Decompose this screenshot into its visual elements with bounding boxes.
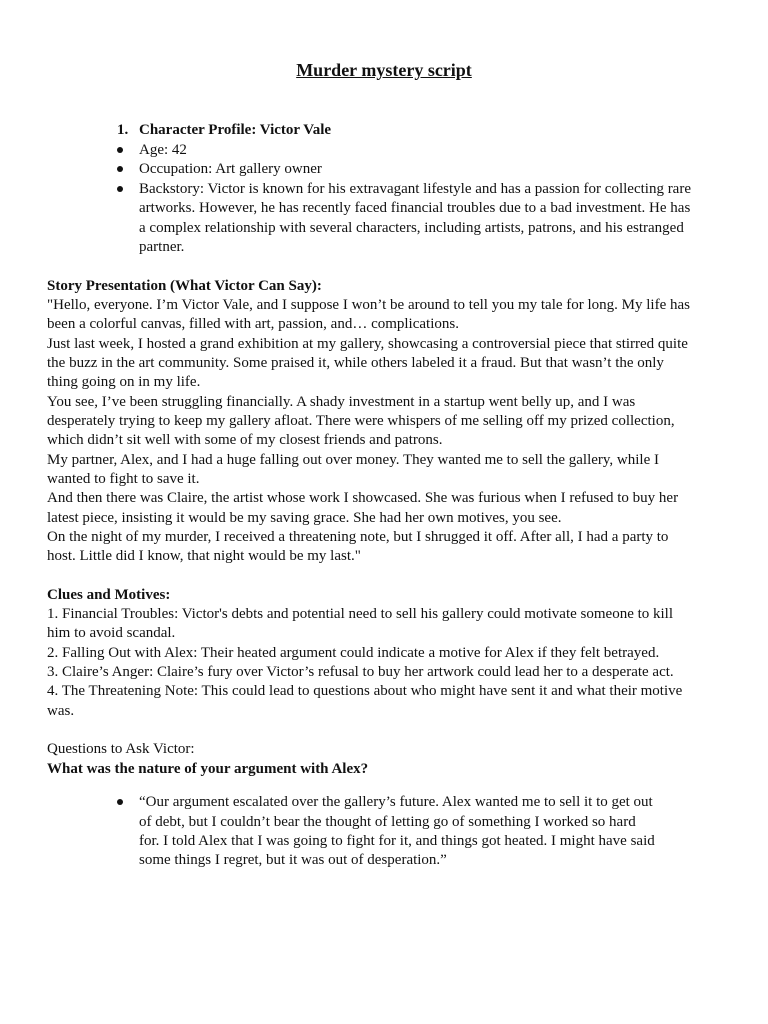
- story-line: host. Little did I know, that night would be my last.": [47, 548, 361, 564]
- profile-age: Age: 42: [139, 142, 187, 158]
- story-line: the buzz in the art community. Some praised it, while others labeled it a fraud. But that wasn’t the only: [47, 355, 664, 371]
- answer-line: some things I regret, but it was out of desperation.”: [139, 852, 447, 868]
- story-line: latest piece, insisting it would be my saving grace. She had her own motives, you see.: [47, 510, 562, 526]
- clue-line: 1. Financial Troubles: Victor's debts and potential need to sell his gallery could motivate someone to kill: [47, 606, 674, 622]
- profile-heading: Character Profile: Victor Vale: [139, 122, 332, 138]
- story-line: You see, I’ve been struggling financially. A shady investment in a startup went belly up, and I was: [47, 394, 636, 410]
- story-line: "Hello, everyone. I’m Victor Vale, and I suppose I won’t be around to tell you my tale for long. My life has: [47, 297, 690, 313]
- clue-line: 3. Claire’s Anger: Claire’s fury over Victor’s refusal to buy her artwork could lead her to a desperate act.: [47, 664, 674, 680]
- profile-backstory-line: a complex relationship with several characters, including artists, patrons, and his estranged: [139, 220, 684, 236]
- story-line: thing going on in my life.: [47, 374, 201, 390]
- story-heading: Story Presentation (What Victor Can Say):: [47, 278, 322, 294]
- answer-line: of debt, but I couldn’t bear the thought of letting go of something I worked so hard: [139, 814, 636, 830]
- story-line: wanted to fight to save it.: [47, 471, 200, 487]
- profile-backstory-line: partner.: [139, 239, 185, 255]
- answer-line: for. I told Alex that I was going to fight for it, and things got heated. I might have said: [139, 833, 655, 849]
- bullet-icon: [117, 186, 123, 192]
- questions-heading: Questions to Ask Victor:: [47, 741, 195, 757]
- bullet-icon: [117, 799, 123, 805]
- page-title: Murder mystery script: [296, 60, 472, 80]
- clue-line: was.: [47, 703, 75, 719]
- story-line: been a colorful canvas, filled with art, passion, and… complications.: [47, 316, 459, 332]
- bullet-icon: [117, 166, 123, 172]
- clue-line: him to avoid scandal.: [47, 625, 176, 641]
- profile-backstory-line: Backstory: Victor is known for his extravagant lifestyle and has a passion for collecting rare: [139, 181, 691, 197]
- story-line: My partner, Alex, and I had a huge falling out over money. They wanted me to sell the gallery, while I: [47, 452, 659, 468]
- story-line: On the night of my murder, I received a threatening note, but I shrugged it off. After all, I had a party to: [47, 529, 669, 545]
- answer-line: “Our argument escalated over the gallery’s future. Alex wanted me to sell it to get out: [139, 794, 653, 810]
- story-line: which didn’t sit well with some of my closest friends and patrons.: [47, 432, 443, 448]
- question-text: What was the nature of your argument with Alex?: [47, 761, 369, 777]
- profile-occupation: Occupation: Art gallery owner: [139, 161, 322, 177]
- list-number: 1.: [117, 122, 129, 138]
- profile-backstory-line: artworks. However, he has recently faced financial troubles due to a bad investment. He has: [139, 200, 691, 216]
- story-line: And then there was Claire, the artist whose work I showcased. She was furious when I refused to buy her: [47, 490, 679, 506]
- story-line: Just last week, I hosted a grand exhibition at my gallery, showcasing a controversial piece that stirred quite: [47, 336, 688, 352]
- story-line: desperately trying to keep my gallery afloat. There were whispers of me selling off my prized collection,: [47, 413, 675, 429]
- clue-line: 2. Falling Out with Alex: Their heated argument could indicate a motive for Alex if they felt betrayed.: [47, 645, 660, 661]
- clues-heading: Clues and Motives:: [47, 587, 171, 603]
- bullet-icon: [117, 147, 123, 153]
- clue-line: 4. The Threatening Note: This could lead to questions about who might have sent it and what their motive: [47, 683, 683, 699]
